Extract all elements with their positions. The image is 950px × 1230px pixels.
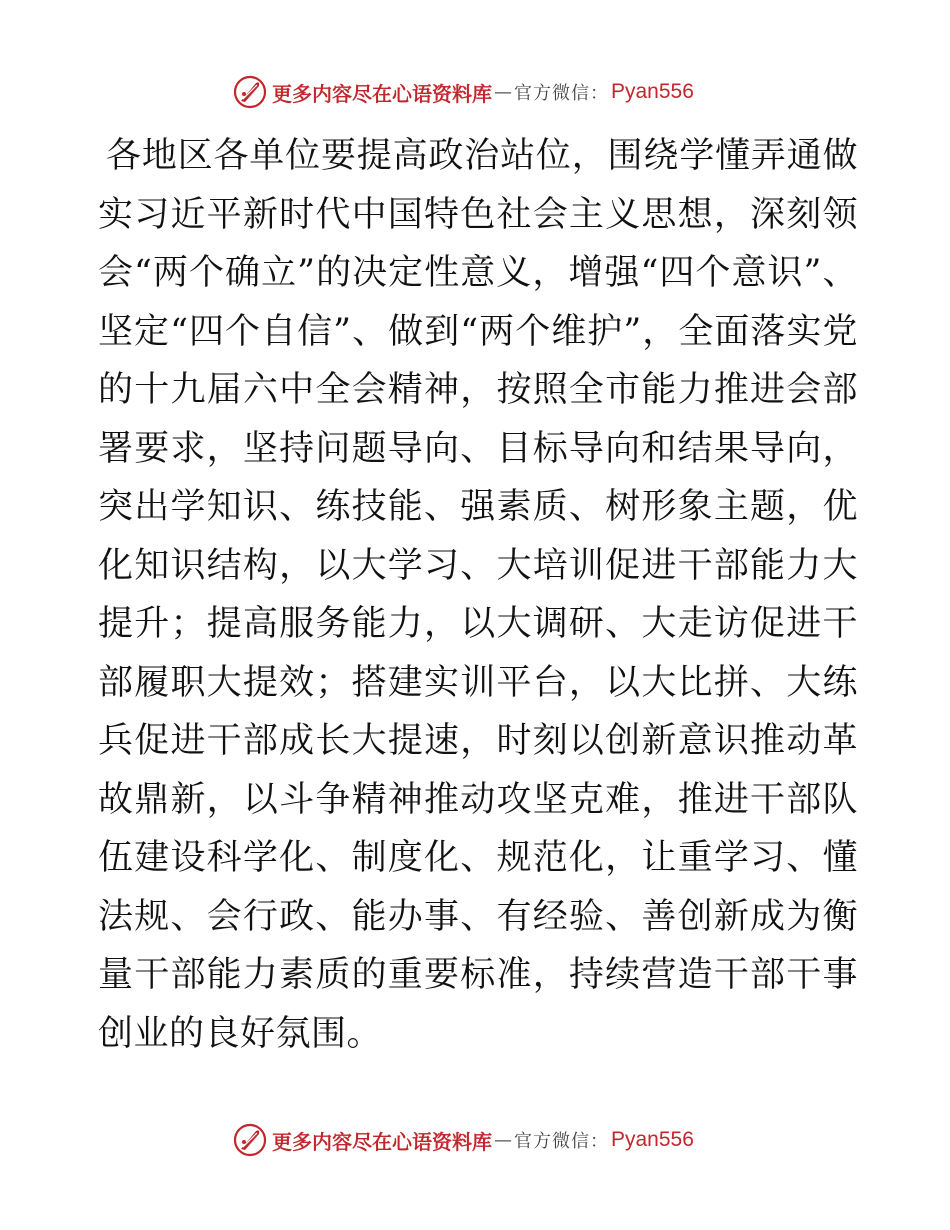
header-site-text: 更多内容尽在心语资料库 xyxy=(272,81,492,106)
header-watermark xyxy=(232,72,732,112)
header-dash: — xyxy=(494,81,512,103)
header-contact-id: Pyan556 xyxy=(611,80,694,103)
quill-logo-icon xyxy=(232,74,268,110)
footer-contact-id: Pyan556 xyxy=(611,1128,694,1151)
quill-logo-icon xyxy=(232,1122,268,1158)
footer-contact-label: 官方微信： xyxy=(514,1131,609,1152)
footer-watermark xyxy=(232,1120,732,1160)
footer-site-text: 更多内容尽在心语资料库 xyxy=(272,1129,492,1154)
footer-dash: — xyxy=(494,1129,512,1151)
body-paragraph: 各地区各单位要提高政治站位，围绕学懂弄通做实习近平新时代中国特色社会主义思想，深刻领会“两个确立”的决定性意义，增强“四个意识”、坚定“四个自信”、做到“两个维护”，全面落实党的十九届六中全会精神，按照全市能力推进会部署要求，坚持问题导向、目标导向和结果导向，突出学知识、练技能、强素质、树形象主题，优化知识结构，以大学习、大培训促进干部能力大提升；提高服务能力，以大调研、大走访促进干部履职大提效；搭建实训平台，以大比拼、大练兵促进干部成长大提速，时刻以创新意识推动革故鼎新，以斗争精神推动攻坚克难，推进干部队伍建设科学化、制度化、规范化，让重学习、懂法规、会行政、能办事、有经验、善创新成为衡量干部能力素质的重要标准，持续营造干部干事创业的良好氛围。 xyxy=(98,136,858,1054)
header-contact-label: 官方微信： xyxy=(514,83,609,104)
